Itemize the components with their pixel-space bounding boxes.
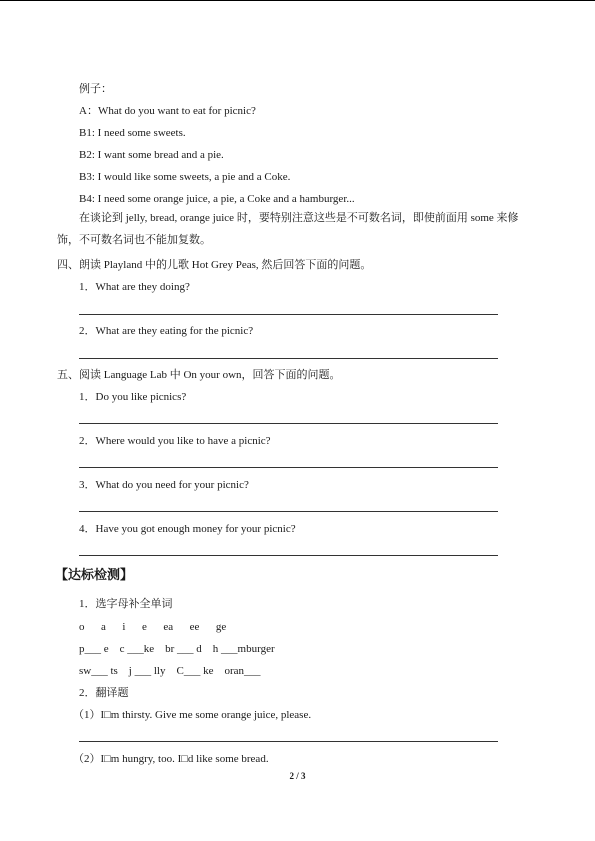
section4-question-1: 1．What are they doing? (79, 281, 190, 293)
answer-line[interactable] (79, 511, 498, 512)
example-note: 在谈论到 jelly, bread, orange juice 时，要特别注意这些是不可数名词，即使前面用 some 来修饰，不可数名词也不能加复数。 (57, 212, 519, 246)
answer-line[interactable] (79, 423, 498, 424)
example-line-b1: B1: I need some sweets. (79, 127, 186, 139)
section5-title: 五、阅读 Language Lab 中 On your own，回答下面的问题。 (57, 369, 341, 381)
page-number: 2 / 3 (289, 771, 306, 781)
section5-question-1: 1．Do you like picnics? (79, 391, 187, 403)
page-top-border (0, 0, 595, 1)
answer-line[interactable] (79, 741, 498, 742)
assessment-part2-title: 2．翻译题 (79, 687, 129, 699)
example-line-b3: B3: I would like some sweets, a pie and a Coke. (79, 171, 291, 183)
answer-line[interactable] (79, 358, 498, 359)
example-line-b4: B4: I need some orange juice, a pie, a Coke and a hamburger... (79, 193, 355, 205)
fill-words-row-1: p___ e c ___ke br ___ d h ___mburger (79, 643, 275, 655)
answer-line[interactable] (79, 314, 498, 315)
section4-title: 四、朗读 Playland 中的儿歌 Hot Grey Peas, 然后回答下面的问题。 (57, 259, 372, 271)
example-line-a: A：What do you want to eat for picnic? (79, 105, 256, 117)
answer-line[interactable] (79, 555, 498, 556)
letter-options: o a i e ea ee ge (79, 621, 227, 633)
assessment-heading: 【达标检测】 (55, 568, 134, 583)
section5-question-2: 2．Where would you like to have a picnic? (79, 435, 271, 447)
example-label: 例子： (79, 83, 112, 95)
fill-words-row-2: sw___ ts j ___ lly C___ ke oran___ (79, 665, 261, 677)
translate-sentence-1: （1）I□m thirsty. Give me some orange juice, please. (73, 709, 312, 721)
assessment-part1-title: 1．选字母补全单词 (79, 598, 173, 610)
translate-sentence-2: （2）I□m hungry, too. I□d like some bread. (73, 753, 269, 765)
section5-question-3: 3．What do you need for your picnic? (79, 479, 249, 491)
example-line-b2: B2: I want some bread and a pie. (79, 149, 224, 161)
answer-line[interactable] (79, 467, 498, 468)
section4-question-2: 2．What are they eating for the picnic? (79, 325, 254, 337)
section5-question-4: 4．Have you got enough money for your picnic? (79, 523, 296, 535)
